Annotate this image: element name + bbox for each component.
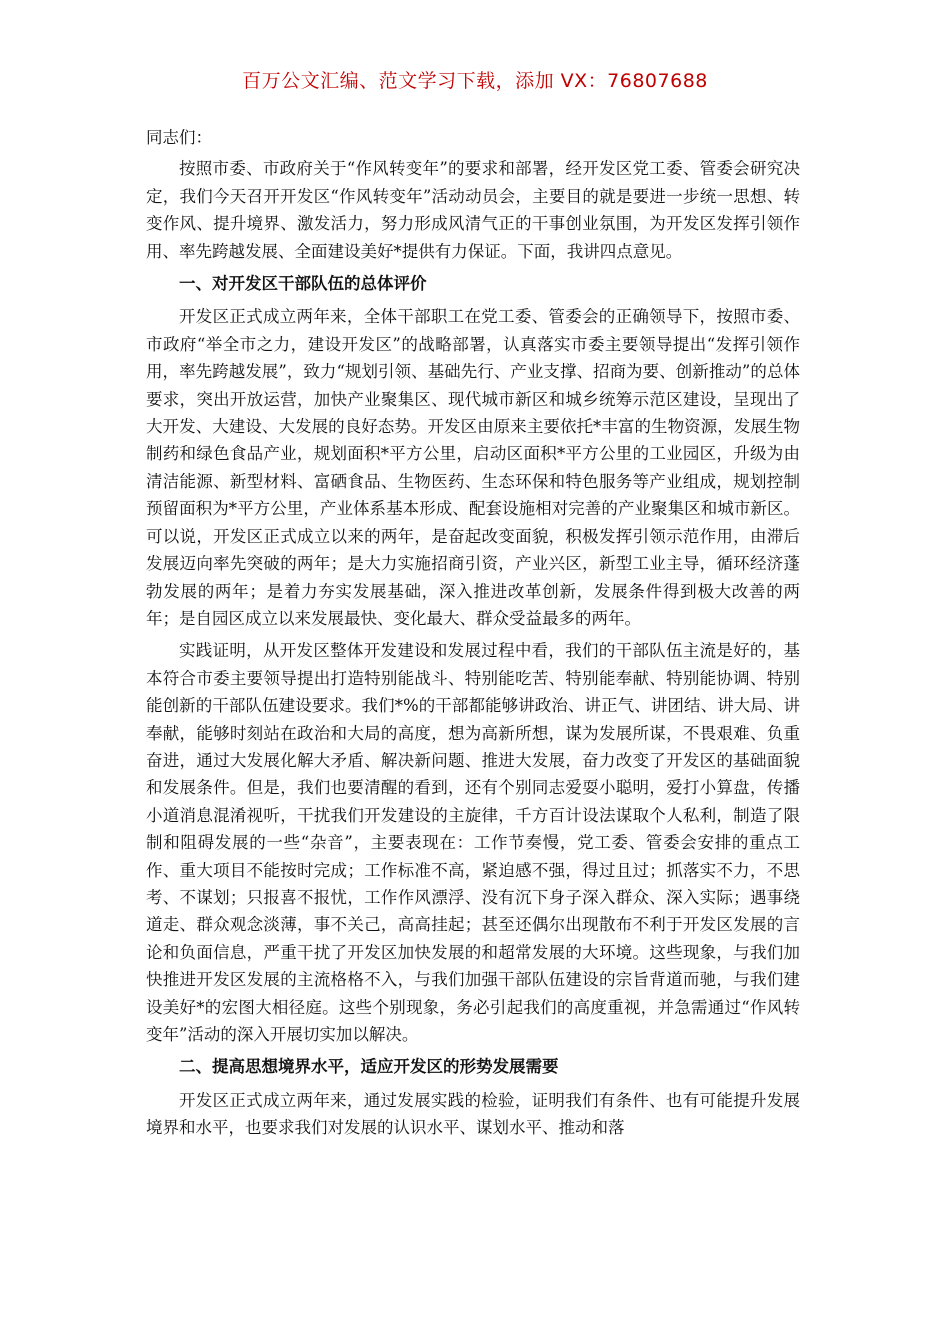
salutation: 同志们：	[146, 128, 212, 147]
section1-paragraph-1: 开发区正式成立两年来，全体干部职工在党工委、管委会的正确领导下，按照市委、市政府“举全市之力，建设开发区”的战略部署，认真落实市委主要领导提出“发挥引领作用，率先跨越发展”，致力“规划引领、基础先行、产业支撑、招商为要、创新推动”的总体要求，突出开放运营，加快产业聚集区、现代城市新区和城乡统筹示范区建设，呈现出了大开发、大建设、大发展的良好态势。开发区由原来主要依托*丰富的生物资源，发展生物制药和绿色食品产业，规划面积*平方公里，启动区面积*平方公里的工业园区，升级为由清洁能源、新型材料、富硒食品、生物医药、生态环保和特色服务等产业组成，规划控制预留面积为*平方公里，产业体系基本形成、配套设施相对完善的产业聚集区和城市新区。可以说，开发区正式成立以来的两年，是奋起改变面貌，积极发挥引领示范作用，由滞后发展迈向率先突破的两年；是大力实施招商引资，产业兴区，新型工业主导，循环经济蓬勃发展的两年；是着力夯实发展基础，深入推进改革创新，发展条件得到极大改善的两年；是自园区成立以来发展最快、变化最大、群众受益最多的两年。	[146, 307, 800, 628]
document-body	[146, 124, 800, 1147]
watermark-banner: 百万公文汇编、范文学习下载，添加 VX：76807688	[242, 70, 708, 92]
section-heading-1: 一、对开发区干部队伍的总体评价	[179, 274, 427, 294]
section2-paragraph-1: 开发区正式成立两年来，通过发展实践的检验，证明我们有条件、也有可能提升发展境界和水平，也要求我们对发展的认识水平、谋划水平、推动和落	[146, 1090, 800, 1138]
section1-paragraph-2: 实践证明，从开发区整体开发建设和发展过程中看，我们的干部队伍主流是好的，基本符合市委主要领导提出打造特别能战斗、特别能吃苦、特别能奉献、特别能协调、特别能创新的干部队伍建设要求。我们*%的干部都能够讲政治、讲正气、讲团结、讲大局、讲奉献，能够时刻站在政治和大局的高度，想为高新所想，谋为发展所谋，不畏艰难、负重奋进，通过大发展化解大矛盾、解决新问题、推进大发展，奋力改变了开发区的基础面貌和发展条件。但是，我们也要清醒的看到，还有个别同志爱耍小聪明，爱打小算盘，传播小道消息混淆视听，干扰我们开发建设的主旋律，千方百计设法谋取个人私利，制造了限制和阻碍发展的一些“杂音”，主要表现在：工作节奏慢，党工委、管委会安排的重点工作、重大项目不能按时完成；工作标准不高，紧迫感不强，得过且过；抓落实不力，不思考、不谋划；只报喜不报忧，工作作风漂浮、没有沉下身子深入群众、深入实际；遇事绕道走、群众观念淡薄，事不关己，高高挂起；甚至还偶尔出现散布不利于开发区发展的言论和负面信息，严重干扰了开发区加快发展的和超常发展的大环境。这些现象，与我们加快推进开发区发展的主流格格不入，与我们加强干部队伍建设的宗旨背道而驰，与我们建设美好*的宏图大相径庭。这些个别现象，务必引起我们的高度重视，并急需通过“作风转变年”活动的深入开展切实加以解决。	[146, 641, 800, 1044]
intro-paragraph: 按照市委、市政府关于“作风转变年”的要求和部署，经开发区党工委、管委会研究决定，我们今天召开开发区“作风转变年”活动动员会，主要目的就是要进一步统一思想、转变作风、提升境界、激发活力，努力形成风清气正的干事创业氛围，为开发区发挥引领作用、率先跨越发展、全面建设美好*提供有力保证。下面，我讲四点意见。	[146, 159, 800, 261]
section-heading-2: 二、提高思想境界水平，适应开发区的形势发展需要	[179, 1057, 559, 1077]
